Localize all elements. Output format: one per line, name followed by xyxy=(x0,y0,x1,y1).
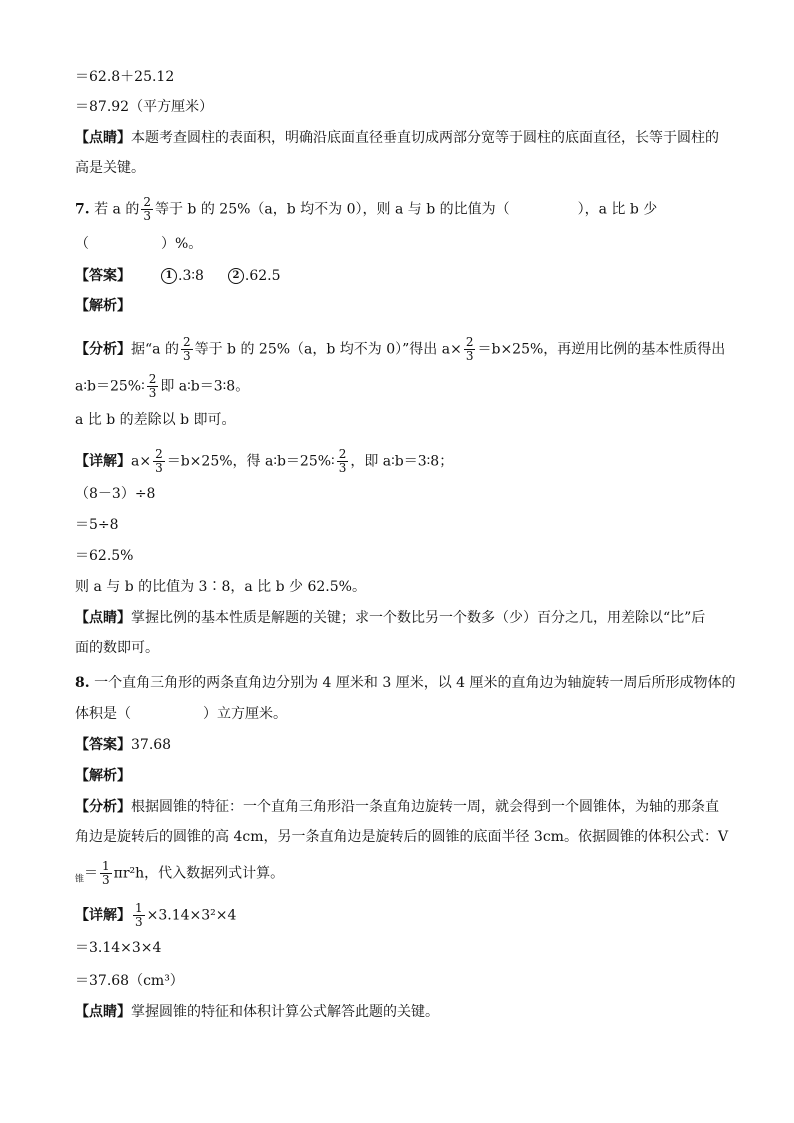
analysis-line xyxy=(75,373,249,400)
analysis-text: ＝b×25%，再逆用比例的基本性质得出 xyxy=(477,341,726,358)
fraction-denominator: 3 xyxy=(155,461,163,475)
fraction-denominator: 3 xyxy=(143,209,151,223)
question-number: 8. xyxy=(75,675,90,691)
comment-line: 高是关键。 xyxy=(75,160,145,176)
fraction-numerator: 2 xyxy=(143,195,151,209)
fraction-denominator: 3 xyxy=(182,349,191,363)
analysis-line: a 比 b 的差除以 b 即可。 xyxy=(75,412,236,428)
detail-line xyxy=(75,448,453,475)
question-text: ）%。 xyxy=(161,236,203,252)
volume-subscript: 锥 xyxy=(75,874,85,885)
fraction xyxy=(337,448,349,475)
fraction xyxy=(133,902,145,929)
comment-tag: 【点睛】 xyxy=(75,610,131,626)
analysis-tag: 【解析】 xyxy=(75,298,131,314)
analysis-text: ＝ xyxy=(84,865,99,882)
comment-line xyxy=(75,1002,439,1022)
analysis-line xyxy=(75,797,719,817)
question-text: ），a 比 b 少 xyxy=(577,201,658,218)
answer-value: .3∶8 xyxy=(178,268,204,284)
comment-tag: 【点睛】 xyxy=(75,1004,131,1020)
fraction xyxy=(100,860,112,887)
fraction-denominator: 3 xyxy=(465,349,474,363)
comment-line xyxy=(75,608,705,628)
fraction-numerator: 2 xyxy=(338,447,347,461)
fraction-numerator: 2 xyxy=(155,447,163,461)
fraction-numerator: 2 xyxy=(148,372,157,386)
calc-line: （8－3）÷8 xyxy=(75,486,156,502)
analysis-text: 即 a∶b＝3∶8。 xyxy=(160,378,250,395)
comment-line xyxy=(75,128,719,148)
answer-value: 37.68 xyxy=(131,737,172,753)
answer-line xyxy=(75,735,171,755)
fraction-numerator: 2 xyxy=(182,335,191,349)
answer-line xyxy=(75,266,281,286)
analysis-line xyxy=(75,860,284,889)
question-7-line xyxy=(75,196,657,223)
detail-text: a× xyxy=(131,453,152,470)
question-text: 若 a 的 xyxy=(94,201,140,218)
analysis-text: πr²h，代入数据列式计算。 xyxy=(113,865,285,882)
fraction-numerator: 1 xyxy=(102,859,110,873)
answer-value: .62.5 xyxy=(244,268,281,284)
conclusion-line: 则 a 与 b 的比值为 3∶8，a 比 b 少 62.5%。 xyxy=(75,579,366,595)
comment-line: 面的数即可。 xyxy=(75,640,159,656)
detail-text: ＝b×25%，得 a∶b＝25%∶ xyxy=(166,453,335,470)
comment-text: 掌握比例的基本性质是解题的关键；求一个数比另一个数多（少）百分之几，用差除以“比”后 xyxy=(131,610,706,626)
analysis-tag: 【解析】 xyxy=(75,768,131,784)
analysis-line xyxy=(75,336,725,363)
calc-line: ＝37.68（cm³） xyxy=(75,973,184,989)
fraction xyxy=(464,336,476,363)
analysis-text: a∶b＝25%∶ xyxy=(75,378,145,395)
question-text: 一个直角三角形的两条直角边分别为 4 厘米和 3 厘米，以 4 厘米的直角边为轴旋转一周后所形成物体的 xyxy=(94,675,736,691)
detail-tag: 【详解】 xyxy=(75,907,131,924)
fraction-numerator: 1 xyxy=(135,901,143,915)
fraction xyxy=(141,196,153,223)
answer-tag: 【答案】 xyxy=(75,737,131,753)
question-7-line xyxy=(75,234,202,254)
circle-number-icon: 2 xyxy=(228,268,244,284)
detail-text: ，即 a∶b＝3∶8； xyxy=(350,453,454,470)
comment-text: 掌握圆锥的特征和体积计算公式解答此题的关键。 xyxy=(131,1004,439,1020)
calc-line: ＝62.8＋25.12 xyxy=(75,69,175,85)
analysis-text: 等于 b 的 25%（a，b 均不为 0）”得出 a× xyxy=(194,341,462,358)
question-8-line xyxy=(75,673,736,693)
question-8-line xyxy=(75,704,287,724)
fraction-denominator: 3 xyxy=(148,386,157,400)
fraction-numerator: 2 xyxy=(465,335,474,349)
calc-line: ＝87.92（平方厘米） xyxy=(75,99,214,115)
question-text: （ xyxy=(75,236,89,252)
question-text: 体积是（ xyxy=(75,706,131,722)
analysis-text: 根据圆锥的特征：一个直角三角形沿一条直角边旋转一周，就会得到一个圆锥体，为轴的那条直 xyxy=(131,799,719,815)
analysis-sub-tag: 【分析】 xyxy=(75,341,131,358)
detail-line xyxy=(75,902,236,929)
comment-tag: 【点睛】 xyxy=(75,130,131,146)
answer-tag: 【答案】 xyxy=(75,268,131,284)
question-text: ）立方厘米。 xyxy=(203,706,287,722)
fraction-denominator: 3 xyxy=(338,461,347,475)
question-text: 等于 b 的 25%（a，b 均不为 0），则 a 与 b 的比值为（ xyxy=(154,201,510,218)
fraction-denominator: 3 xyxy=(102,873,110,887)
analysis-sub-tag: 【分析】 xyxy=(75,799,131,815)
fraction-denominator: 3 xyxy=(135,915,143,929)
question-number: 7. xyxy=(75,201,90,218)
calc-line: ＝5÷8 xyxy=(75,517,119,533)
comment-text: 本题考查圆柱的表面积，明确沿底面直径垂直切成两部分宽等于圆柱的底面直径，长等于圆柱的 xyxy=(131,130,719,146)
calc-line: ＝3.14×3×4 xyxy=(75,940,162,956)
fraction xyxy=(181,336,193,363)
circle-number-icon: 1 xyxy=(161,268,177,284)
calc-line: ＝62.5% xyxy=(75,548,134,564)
detail-tag: 【详解】 xyxy=(75,453,131,470)
fraction xyxy=(153,448,165,475)
detail-text: ×3.14×3²×4 xyxy=(146,907,237,924)
analysis-line: 角边是旋转后的圆锥的高 4cm，另一条直角边是旋转后的圆锥的底面半径 3cm。依据圆锥的体积公式：V xyxy=(75,829,729,845)
fraction xyxy=(147,373,159,400)
analysis-text: 据“a 的 xyxy=(131,341,179,358)
